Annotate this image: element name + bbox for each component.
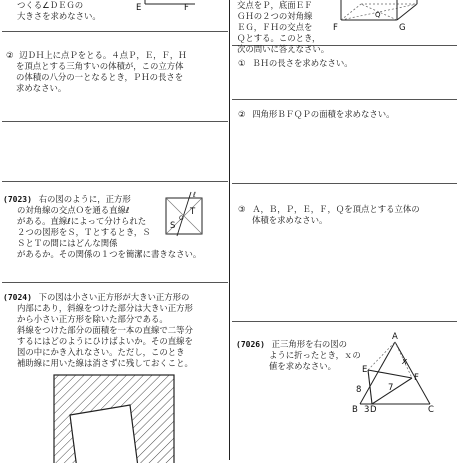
p7026-triangle-figure (340, 330, 440, 414)
fig-label-e: E (136, 3, 142, 13)
p7024-line4: 斜線をつけた部分の面積を一本の直線で二等分 (17, 325, 193, 335)
p7023-line2: の対角線の交点Ｏを通る直線ℓ (17, 205, 130, 215)
fig-label-s: S (170, 221, 176, 231)
q2-line4: 求めなさい。 (16, 83, 67, 93)
p7023-line1: 右の図のように，正方形 (38, 194, 131, 204)
right-q1-number: ① (238, 58, 246, 68)
fig-label-8: 8 (356, 385, 362, 395)
p7026-line2: ように折ったとき，ｘの (269, 350, 361, 360)
problem-7023-id: (7023) (3, 195, 32, 204)
right-q2-number: ② (238, 109, 246, 119)
p7024-line5: するにはどのようにひけばよいか。その直線を (17, 336, 193, 346)
p7024-line2: 内部にあり，斜線をつけた部分は大きい正方形 (17, 303, 193, 313)
problem-7024 (3, 292, 189, 303)
right-section-divider (232, 321, 457, 322)
p7024-line6: 図の中にかき入れなさい。ただし，このとき (17, 347, 185, 357)
p7026-line3: 値を求めなさい。 (269, 361, 336, 371)
left-section-divider-2 (2, 282, 228, 283)
right-q3-text: Ａ，Ｂ，Ｐ，Ｅ，Ｆ，Ｑを頂点とする立体の (252, 204, 420, 214)
p7023-line6: があるか。その関係の１つを簡潔に書きなさい。 (17, 249, 202, 259)
fig-label-c: C (428, 405, 434, 415)
p7024-hatched-figure (52, 373, 177, 463)
fig-label-t: T (190, 207, 196, 217)
fig-label-f: F (414, 373, 419, 383)
right-q3-number: ③ (238, 204, 246, 214)
fig-label-b: B (352, 405, 358, 415)
problem-7023 (3, 194, 131, 205)
fig-label-3: 3 (364, 405, 370, 415)
q2-line1: 辺ＤＨ上に点Ｐをとる。４点Ｐ，Ｅ，Ｆ，Ｈ (19, 50, 187, 60)
problem-7024-id: (7024) (3, 293, 32, 302)
right-q1 (238, 58, 353, 68)
left-section-divider (2, 181, 228, 182)
cube-label-q: Q (375, 11, 381, 19)
right-q2-text: 四角形ＢＦＱＰの面積を求めなさい。 (252, 109, 395, 119)
left-top-line1: つくる∠ＤＥＧの (17, 0, 84, 10)
right-top-line2: ＧＨの２つの対角線 (237, 11, 313, 21)
right-q3 (238, 204, 420, 214)
right-q1-text: ＢＨの長さを求めなさい。 (252, 58, 353, 68)
fig-label-o: O (179, 215, 184, 222)
left-top-divider (2, 31, 228, 32)
fig-label-x: x (402, 357, 408, 367)
left-top-line2: 大きさを求めなさい。 (17, 11, 101, 21)
p7023-line4: ２つの図形をＳ，Ｔとするとき，Ｓ (17, 227, 151, 237)
p7023-figure (163, 192, 211, 236)
problem-7026 (236, 339, 347, 350)
q2-number: ② (6, 50, 14, 60)
right-q2 (238, 109, 395, 119)
column-divider (229, 0, 230, 460)
fig-label-l: ℓ (193, 191, 196, 199)
fig-label-f: F (184, 3, 189, 13)
left-top-figure (136, 0, 200, 20)
left-q2 (6, 50, 187, 60)
fig-label-7: 7 (388, 383, 394, 393)
q2-line2: を頂点とする三角すいの体積が，この立方体 (16, 61, 184, 71)
right-mid-divider-2 (232, 183, 457, 184)
p7023-line3: がある。直線ℓによって分けられた (17, 216, 147, 226)
q2-line3: の体積の八分の一となるとき，ＰＨの長さを (16, 72, 184, 82)
p7026-line1: 正三角形を右の図の (271, 339, 347, 349)
cube-label-f: F (333, 23, 338, 33)
right-q3-text2: 体積を求めなさい。 (252, 215, 328, 225)
problem-7026-id: (7026) (236, 340, 265, 349)
p7024-line3: から小さい正方形を除いた部分である。 (17, 314, 168, 324)
right-top-line1: 交点をＰ，底面ＥＦ (237, 0, 313, 10)
right-top-line3: ＥＧ，ＦＨの交点を (237, 22, 313, 32)
cube-figure (335, 0, 425, 34)
fig-label-a: A (392, 332, 398, 342)
fig-label-d: D (370, 405, 377, 415)
right-top-line4: Ｑとする。このとき， (237, 33, 321, 43)
fig-label-e: E (362, 365, 368, 375)
cube-label-g: G (399, 23, 406, 33)
right-mid-divider (232, 99, 457, 100)
left-mid-divider (2, 121, 228, 122)
p7024-line7: 補助線に用いた線は消さずに残しておくこと。 (17, 358, 193, 368)
right-top-line5: 次の問いに答えなさい。 (237, 44, 330, 54)
p7023-line5: ＳとＴの間にはどんな関係 (17, 238, 118, 248)
p7024-line1: 下の図は小さい正方形が大きい正方形の (38, 292, 190, 302)
